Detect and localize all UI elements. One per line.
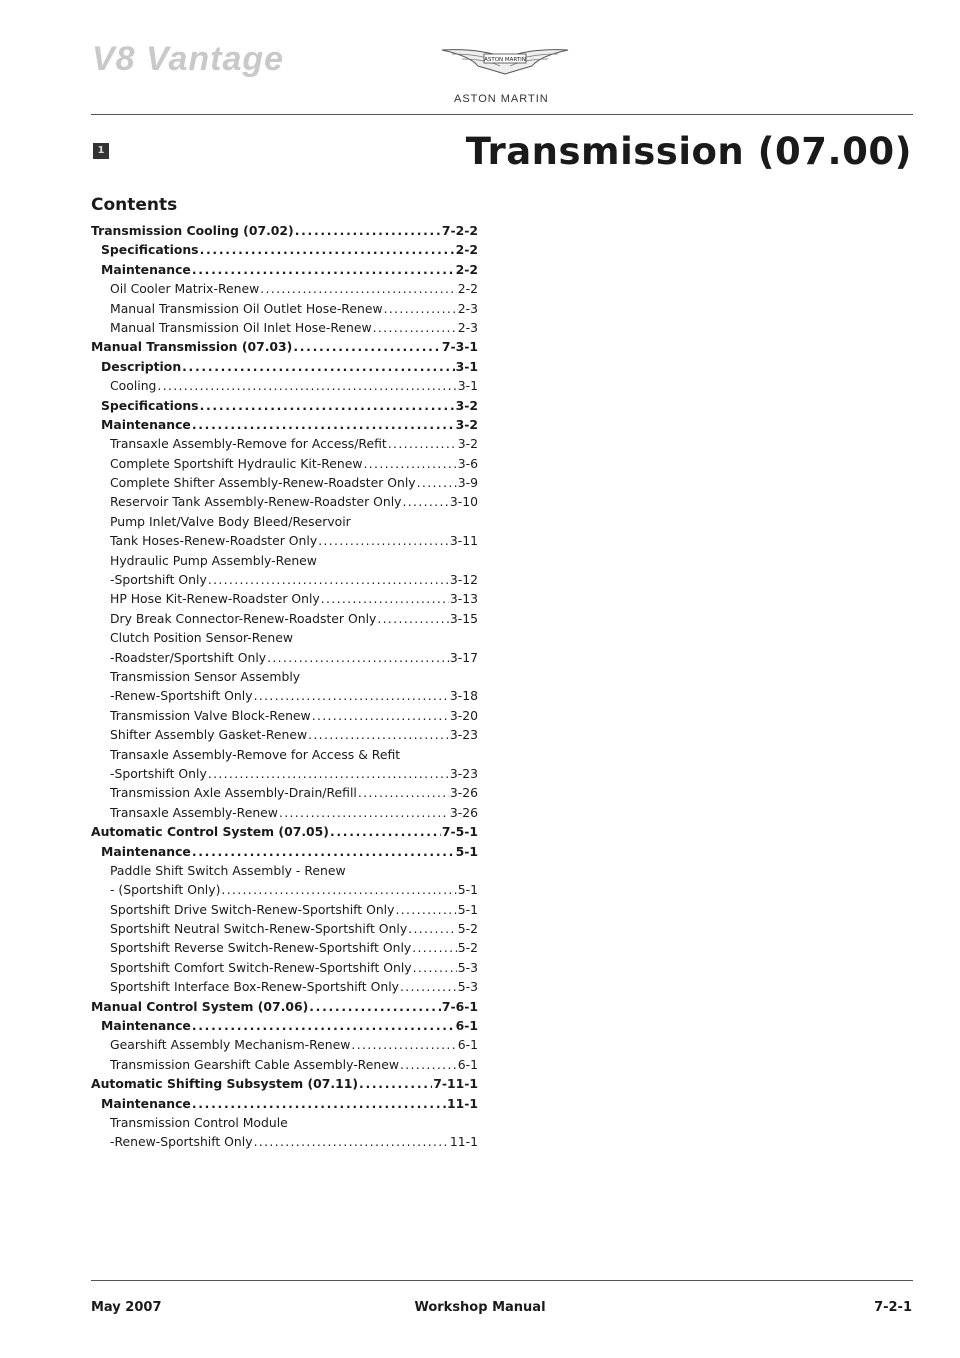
toc-entry[interactable]	[91, 262, 478, 281]
toc-leader-dots	[295, 223, 441, 238]
toc-entry-title: Manual Transmission Oil Inlet Hose-Renew	[110, 319, 372, 335]
toc-entry[interactable]	[91, 805, 478, 824]
toc-entry[interactable]	[91, 398, 478, 417]
toc-leader-dots	[182, 359, 454, 374]
toc-leader-dots	[308, 727, 449, 742]
toc-entry[interactable]	[91, 320, 478, 339]
toc-entry[interactable]	[91, 436, 478, 455]
toc-entry-title: Gearshift Assembly Mechanism-Renew	[110, 1037, 351, 1053]
toc-entry-page: 7-2-2	[441, 223, 478, 238]
toc-entry-title: Pump Inlet/Valve Body Bleed/Reservoir	[110, 513, 351, 529]
toc-entry-title: Manual Control System (07.06)	[91, 998, 309, 1014]
toc-leader-dots	[192, 417, 455, 432]
footer-rule	[91, 1280, 913, 1281]
toc-entry-title: Sportshift Drive Switch-Renew-Sportshift Only	[110, 901, 395, 917]
toc-entry-page: 5-1	[455, 843, 478, 859]
toc-entry-page: 2-2	[455, 242, 478, 258]
toc-entry-title: Paddle Shift Switch Assembly - Renew	[110, 862, 346, 878]
toc-leader-dots	[384, 301, 457, 316]
toc-entry-page: 3-9	[457, 475, 478, 491]
toc-leader-dots	[417, 475, 457, 490]
toc-leader-dots	[208, 766, 449, 781]
toc-entry[interactable]	[91, 611, 478, 630]
toc-entry-page: 11-1	[449, 1134, 478, 1150]
toc-leader-dots	[351, 1037, 456, 1052]
toc-entry[interactable]	[91, 378, 478, 397]
toc-entry[interactable]	[91, 533, 478, 552]
toc-entry-title: Automatic Shifting Subsystem (07.11)	[91, 1076, 359, 1092]
toc-entry-page: 5-1	[457, 901, 478, 917]
toc-leader-dots	[400, 979, 457, 994]
toc-entry-title: Maintenance	[101, 1018, 191, 1034]
toc-entry-page: 7-6-1	[441, 998, 478, 1014]
toc-entry-title: Complete Shifter Assembly-Renew-Roadster Only	[110, 475, 416, 491]
toc-entry-page: 3-13	[449, 591, 478, 607]
toc-entry[interactable]	[91, 301, 478, 320]
toc-entry[interactable]	[91, 979, 478, 998]
toc-entry[interactable]	[91, 1057, 478, 1076]
toc-entry-title: Complete Sportshift Hydraulic Kit-Renew	[110, 455, 363, 471]
toc-entry-page: 7-11-1	[433, 1076, 478, 1092]
toc-entry[interactable]	[91, 242, 478, 261]
toc-entry-page: 5-1	[457, 882, 478, 898]
toc-entry-page: 3-20	[449, 707, 478, 723]
toc-leader-dots	[412, 940, 457, 955]
aston-martin-wings-logo	[440, 44, 570, 80]
toc-entry[interactable]	[91, 999, 478, 1018]
toc-leader-dots	[192, 1018, 455, 1033]
toc-entry-page: 2-2	[455, 261, 478, 277]
toc-entry[interactable]	[91, 475, 478, 494]
toc-entry[interactable]	[91, 766, 478, 785]
toc-entry-title: Transaxle Assembly-Renew	[110, 804, 278, 820]
table-of-contents	[91, 223, 478, 1154]
footer-date: May 2007	[91, 1300, 162, 1315]
toc-leader-dots	[293, 339, 441, 354]
toc-entry[interactable]	[91, 223, 478, 242]
toc-entry-page: 2-3	[457, 319, 478, 335]
toc-entry-title: Transmission Cooling (07.02)	[91, 223, 294, 238]
toc-entry[interactable]	[91, 630, 478, 649]
toc-entry[interactable]	[91, 785, 478, 804]
toc-entry-page: 3-26	[449, 785, 478, 801]
toc-leader-dots	[403, 494, 449, 509]
toc-entry-title: Oil Cooler Matrix-Renew	[110, 281, 260, 297]
toc-leader-dots	[373, 320, 457, 335]
toc-leader-dots	[408, 921, 457, 936]
toc-entry[interactable]	[91, 940, 478, 959]
toc-entry-title: HP Hose Kit-Renew-Roadster Only	[110, 591, 320, 607]
toc-leader-dots	[377, 611, 449, 626]
toc-entry-title: -Renew-Sportshift Only	[110, 1134, 253, 1150]
toc-leader-dots	[260, 281, 456, 296]
toc-entry[interactable]	[91, 727, 478, 746]
toc-entry-page: 3-10	[449, 494, 478, 510]
toc-entry-page: 3-15	[449, 610, 478, 626]
toc-entry-title: Shifter Assembly Gasket-Renew	[110, 727, 308, 743]
toc-leader-dots	[200, 398, 455, 413]
toc-leader-dots	[208, 572, 449, 587]
toc-entry[interactable]	[91, 281, 478, 300]
toc-entry-page: 3-18	[449, 688, 478, 704]
toc-entry[interactable]	[91, 514, 478, 533]
toc-leader-dots	[363, 456, 456, 471]
toc-entry-title: - (Sportshift Only)	[110, 882, 221, 898]
toc-entry-page: 3-11	[449, 533, 478, 549]
toc-entry-page: 3-26	[449, 804, 478, 820]
toc-entry[interactable]	[91, 1018, 478, 1037]
wings-badge-text: ASTON MARTIN	[484, 57, 526, 63]
page-title: Transmission (07.00)	[465, 130, 912, 173]
toc-entry-title: Description	[101, 358, 182, 374]
toc-entry-title: Maintenance	[101, 1095, 191, 1111]
toc-entry-title: Manual Transmission Oil Outlet Hose-Renew	[110, 300, 383, 316]
toc-leader-dots	[358, 785, 449, 800]
toc-entry-page: 5-2	[457, 940, 478, 956]
toc-entry-title: Transmission Sensor Assembly	[110, 668, 301, 684]
toc-leader-dots	[330, 824, 441, 839]
toc-entry-title: Cooling	[110, 378, 157, 394]
toc-entry[interactable]	[91, 1134, 478, 1153]
footer-page-number: 7-2-1	[874, 1300, 912, 1315]
toc-entry-page: 3-17	[449, 649, 478, 665]
toc-entry-page: 3-12	[449, 572, 478, 588]
toc-leader-dots	[221, 882, 456, 897]
toc-leader-dots	[254, 1134, 449, 1149]
toc-entry[interactable]	[91, 553, 478, 572]
toc-entry[interactable]	[91, 669, 478, 688]
toc-entry-page: 3-2	[455, 397, 478, 413]
toc-entry[interactable]	[91, 747, 478, 766]
toc-entry-title: Sportshift Interface Box-Renew-Sportshift Only	[110, 979, 399, 995]
toc-entry-title: -Renew-Sportshift Only	[110, 688, 253, 704]
manufacturer-name: ASTON MARTIN	[454, 93, 549, 105]
toc-entry[interactable]	[91, 921, 478, 940]
toc-entry[interactable]	[91, 863, 478, 882]
toc-entry-title: Tank Hoses-Renew-Roadster Only	[110, 533, 318, 549]
toc-entry-title: Transaxle Assembly-Remove for Access/Refit	[110, 436, 387, 452]
toc-entry[interactable]	[91, 882, 478, 901]
toc-leader-dots	[400, 1057, 457, 1072]
toc-entry[interactable]	[91, 359, 478, 378]
toc-entry-title: Transmission Gearshift Cable Assembly-Renew	[110, 1056, 399, 1072]
toc-entry-title: Transmission Valve Block-Renew	[110, 707, 311, 723]
toc-entry-page: 6-1	[455, 1018, 478, 1034]
toc-entry-title: Specifications	[101, 242, 199, 258]
toc-leader-dots	[395, 902, 456, 917]
toc-entry-title: -Roadster/Sportshift Only	[110, 649, 267, 665]
toc-leader-dots	[321, 591, 449, 606]
toc-entry-title: Hydraulic Pump Assembly-Renew	[110, 552, 317, 568]
toc-entry-page: 5-3	[457, 959, 478, 975]
footer-manual-title: Workshop Manual	[414, 1300, 546, 1315]
toc-entry[interactable]	[91, 650, 478, 669]
toc-entry[interactable]	[91, 456, 478, 475]
toc-entry-page: 2-3	[457, 300, 478, 316]
toc-entry-title: Transmission Axle Assembly-Drain/Refill	[110, 785, 357, 801]
toc-entry-title: -Sportshift Only	[110, 572, 207, 588]
toc-leader-dots	[388, 436, 457, 451]
header-rule	[91, 114, 913, 115]
toc-entry[interactable]	[91, 844, 478, 863]
chapter-icon: 1	[93, 143, 109, 159]
toc-leader-dots	[312, 708, 449, 723]
toc-leader-dots	[267, 650, 449, 665]
toc-entry-page: 3-2	[457, 436, 478, 452]
toc-entry[interactable]	[91, 1096, 478, 1115]
toc-entry-title: Automatic Control System (07.05)	[91, 824, 329, 840]
toc-entry-page: 5-2	[457, 921, 478, 937]
toc-entry-page: 3-6	[457, 455, 478, 471]
toc-leader-dots	[192, 1096, 446, 1111]
toc-entry[interactable]	[91, 591, 478, 610]
toc-leader-dots	[318, 533, 449, 548]
toc-entry-page: 11-1	[446, 1095, 478, 1111]
toc-entry[interactable]	[91, 708, 478, 727]
toc-leader-dots	[309, 999, 441, 1014]
toc-entry-title: Maintenance	[101, 261, 191, 277]
toc-entry[interactable]	[91, 902, 478, 921]
toc-entry[interactable]	[91, 960, 478, 979]
toc-leader-dots	[200, 242, 455, 257]
toc-entry-title: Transaxle Assembly-Remove for Access & Refit	[110, 746, 401, 762]
toc-entry-title: Manual Transmission (07.03)	[91, 339, 293, 355]
toc-entry-title: Dry Break Connector-Renew-Roadster Only	[110, 610, 377, 626]
toc-entry-page: 3-1	[457, 378, 478, 394]
model-logo: V8 Vantage	[92, 40, 285, 78]
toc-entry-page: 3-2	[455, 416, 478, 432]
toc-entry-title: Maintenance	[101, 416, 191, 432]
toc-entry[interactable]	[91, 339, 478, 358]
toc-entry[interactable]	[91, 572, 478, 591]
toc-leader-dots	[192, 262, 455, 277]
toc-entry-page: 3-1	[455, 358, 478, 374]
toc-entry-title: Transmission Control Module	[110, 1114, 288, 1130]
toc-entry-page: 6-1	[457, 1037, 478, 1053]
toc-entry-page: 3-23	[449, 727, 478, 743]
toc-entry-title: Clutch Position Sensor-Renew	[110, 630, 294, 646]
toc-entry[interactable]	[91, 494, 478, 513]
toc-leader-dots	[192, 844, 455, 859]
toc-entry-page: 7-3-1	[441, 339, 478, 355]
toc-entry[interactable]	[91, 688, 478, 707]
toc-leader-dots	[254, 688, 449, 703]
toc-entry[interactable]	[91, 417, 478, 436]
toc-entry-title: Sportshift Neutral Switch-Renew-Sportshift Only	[110, 921, 408, 937]
contents-heading: Contents	[91, 195, 178, 215]
toc-entry-title: Sportshift Reverse Switch-Renew-Sportshift Only	[110, 940, 412, 956]
toc-entry-title: -Sportshift Only	[110, 765, 207, 781]
toc-leader-dots	[279, 805, 449, 820]
toc-leader-dots	[413, 960, 457, 975]
toc-leader-dots	[157, 378, 456, 393]
toc-entry[interactable]	[91, 1115, 478, 1134]
toc-entry[interactable]	[91, 1037, 478, 1056]
toc-entry-page: 7-5-1	[441, 824, 478, 840]
toc-entry-page: 2-2	[457, 281, 478, 297]
toc-entry[interactable]	[91, 1076, 478, 1095]
toc-entry-title: Maintenance	[101, 843, 191, 859]
toc-entry[interactable]	[91, 824, 478, 843]
toc-entry-page: 5-3	[457, 979, 478, 995]
toc-entry-title: Sportshift Comfort Switch-Renew-Sportshift Only	[110, 959, 412, 975]
toc-entry-page: 3-23	[449, 765, 478, 781]
toc-entry-title: Reservoir Tank Assembly-Renew-Roadster Only	[110, 494, 402, 510]
toc-entry-page: 6-1	[457, 1056, 478, 1072]
toc-leader-dots	[359, 1076, 432, 1091]
toc-entry-title: Specifications	[101, 397, 199, 413]
